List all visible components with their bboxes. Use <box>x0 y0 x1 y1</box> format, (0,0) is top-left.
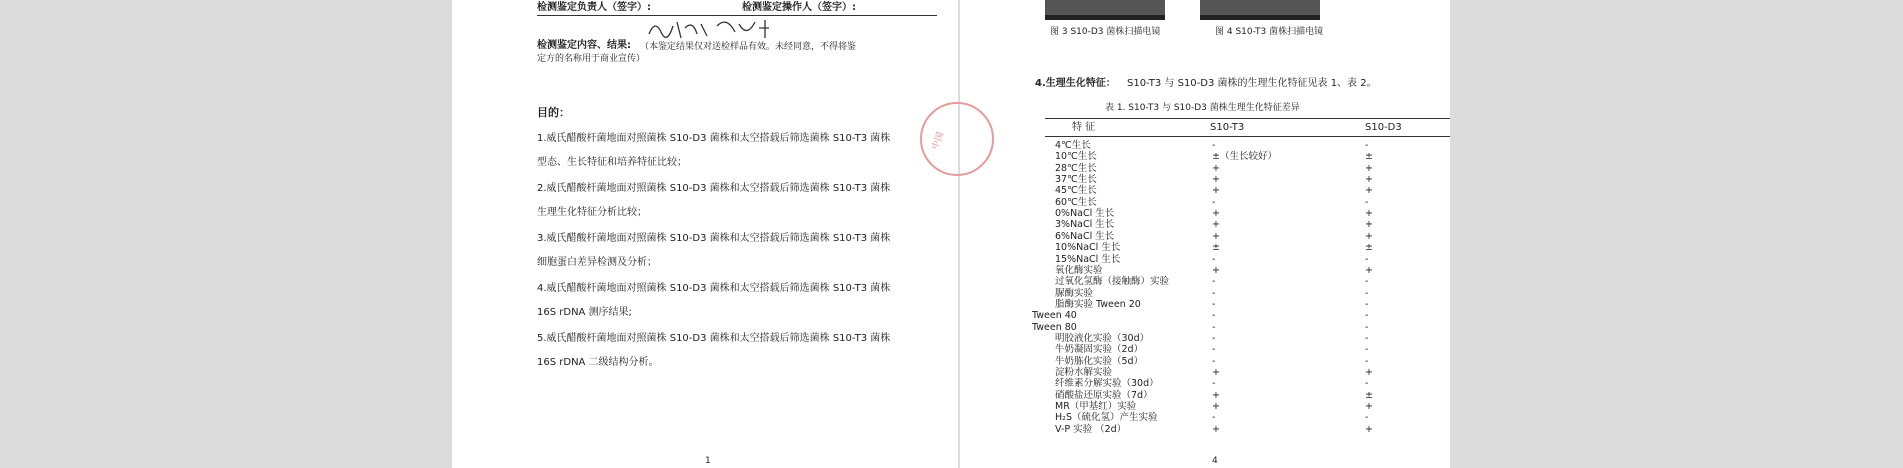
table-cell-feature: 纤维素分解实验（30d） <box>1055 378 1159 390</box>
table-cell-feature: 牛奶胨化实验（5d） <box>1055 355 1144 367</box>
official-seal-stamp: 中国 <box>920 102 994 176</box>
table-cell-s10-d3: - <box>1365 355 1369 367</box>
table-row <box>960 219 1450 230</box>
table-cell-s10-t3: + <box>1212 401 1220 413</box>
table-row <box>960 288 1450 299</box>
table-cell-s10-d3: - <box>1365 332 1369 344</box>
figure-3-caption: 图 3 S10-D3 菌株扫描电镜 <box>1050 27 1161 37</box>
table-row <box>960 333 1450 344</box>
table-cell-feature: 6%NaCl 生长 <box>1055 230 1115 242</box>
table-cell-s10-t3: - <box>1212 321 1216 333</box>
table-cell-s10-t3: + <box>1212 162 1220 174</box>
table-cell-s10-d3: - <box>1365 344 1369 356</box>
table-cell-feature: 氧化酶实验 <box>1055 264 1103 276</box>
table-cell-s10-d3: + <box>1365 185 1373 197</box>
table-cell-feature: H₂S（硫化氢）产生实验 <box>1055 412 1158 424</box>
table-cell-s10-t3: - <box>1212 276 1216 288</box>
table-cell-s10-t3: - <box>1212 412 1216 424</box>
table-cell-s10-t3: - <box>1212 332 1216 344</box>
table-header-feature: 特 征 <box>1072 122 1096 133</box>
table-cell-s10-d3: - <box>1365 310 1369 322</box>
table-cell-s10-d3: - <box>1365 321 1369 333</box>
table-row <box>960 197 1450 208</box>
table-row <box>960 356 1450 367</box>
purpose-item-5-line-2: 16S rDNA 二级结构分析。 <box>537 357 659 368</box>
left-margin <box>0 0 452 468</box>
table-cell-s10-d3: + <box>1365 230 1373 242</box>
table-row <box>960 322 1450 333</box>
purpose-item-1-line-2: 型态、生长特征和培养特征比较； <box>537 157 687 168</box>
table-cell-s10-t3: + <box>1212 389 1220 401</box>
operator-signature-label: 检测鉴定操作人（签字）: <box>742 2 856 13</box>
table-cell-feature: Tween 40 <box>1032 310 1077 322</box>
table-cell-s10-d3: - <box>1365 298 1369 310</box>
table-row <box>960 140 1450 151</box>
purpose-item-5-line-1: 5.威氏醋酸杆菌地面对照菌株 S10-D3 菌株和太空搭载后筛选菌株 S10-T3 菌株 <box>537 333 891 344</box>
table-cell-feature: 脲酶实验 <box>1055 287 1094 299</box>
table-cell-feature: 淀粉水解实验 <box>1055 367 1113 378</box>
table-cell-s10-d3: + <box>1365 219 1373 231</box>
disclaimer-line-1: （本鉴定结果仅对送检样品有效。未经同意，不得将鉴 <box>640 42 857 52</box>
table-cell-s10-t3: - <box>1212 140 1216 151</box>
table-row <box>960 174 1450 185</box>
table-cell-s10-d3: + <box>1365 401 1373 413</box>
table-cell-s10-t3: ± <box>1212 242 1220 254</box>
section-4-label: 4.生理生化特征： <box>1035 78 1116 89</box>
table-cell-s10-t3: + <box>1212 219 1220 231</box>
sem-image-s10-t3 <box>1200 0 1320 20</box>
sem-image-s10-d3 <box>1045 0 1165 20</box>
table-cell-s10-d3: - <box>1365 412 1369 424</box>
table-cell-s10-t3: - <box>1212 298 1216 310</box>
table-cell-s10-t3: + <box>1212 174 1220 186</box>
document-page-4 <box>930 0 1450 468</box>
table-cell-s10-t3: + <box>1212 208 1220 220</box>
table-row <box>960 344 1450 355</box>
table-row <box>960 242 1450 253</box>
table-cell-s10-d3: + <box>1365 208 1373 220</box>
table-cell-s10-t3: + <box>1212 264 1220 276</box>
table-row <box>960 367 1450 378</box>
table-cell-feature: 15%NaCl 生长 <box>1055 253 1121 265</box>
responsible-signature-label: 检测鉴定负责人（签字）: <box>537 2 651 13</box>
table-cell-s10-d3: + <box>1365 162 1373 174</box>
table-cell-feature: Tween 80 <box>1032 321 1077 333</box>
table-cell-feature: 明胶液化实验（30d） <box>1055 332 1150 344</box>
right-margin <box>1450 0 1903 468</box>
page-number-left: 1 <box>705 456 711 466</box>
table-cell-feature: 37℃生长 <box>1055 174 1097 186</box>
table-header-s10-t3: S10-T3 <box>1210 122 1245 133</box>
table-cell-s10-t3: - <box>1212 196 1216 208</box>
table-cell-s10-d3: + <box>1365 174 1373 186</box>
table-cell-feature: 3%NaCl 生长 <box>1055 219 1115 231</box>
table-row <box>960 401 1450 412</box>
table-row <box>960 231 1450 242</box>
table-cell-s10-d3: ± <box>1365 242 1373 254</box>
table-cell-s10-t3: + <box>1212 185 1220 197</box>
purpose-item-3-line-2: 细胞蛋白差异检测及分析； <box>537 257 657 268</box>
table-cell-s10-d3: - <box>1365 140 1369 151</box>
table-row <box>960 208 1450 219</box>
table-row <box>960 163 1450 174</box>
table-header-rule <box>1045 136 1450 137</box>
table-row <box>960 254 1450 265</box>
table-cell-feature: 28℃生长 <box>1055 162 1097 174</box>
table-row <box>960 310 1450 321</box>
table-cell-s10-t3: - <box>1212 287 1216 299</box>
table-row <box>960 299 1450 310</box>
table-cell-s10-d3: + <box>1365 264 1373 276</box>
table-cell-s10-t3: - <box>1212 355 1216 367</box>
table-cell-s10-t3: + <box>1212 367 1220 378</box>
section-4-text: S10-T3 与 S10-D3 菌株的生理生化特征见表 1、表 2。 <box>1127 78 1377 89</box>
table-top-rule <box>1045 118 1450 119</box>
page-number-right: 4 <box>1212 456 1218 466</box>
table-row <box>960 412 1450 423</box>
table-cell-feature: 4℃生长 <box>1055 140 1091 151</box>
table-row <box>960 265 1450 276</box>
purpose-item-4-line-2: 16S rDNA 测序结果; <box>537 307 632 318</box>
table-cell-feature: 0%NaCl 生长 <box>1055 208 1115 220</box>
table-cell-s10-t3: - <box>1212 378 1216 390</box>
table-cell-feature: 脂酶实验 Tween 20 <box>1055 298 1141 310</box>
section-content-label: 检测鉴定内容、结果: <box>537 40 631 51</box>
table-row <box>960 151 1450 162</box>
purpose-item-4-line-1: 4.威氏醋酸杆菌地面对照菌株 S10-D3 菌株和太空搭载后筛选菌株 S10-T3 菌株 <box>537 283 891 294</box>
document-page-1 <box>452 0 958 468</box>
table-1-caption: 表 1. S10-T3 与 S10-D3 菌株生理生化特征差异 <box>1105 103 1300 113</box>
table-row <box>960 378 1450 389</box>
table-cell-s10-d3: ± <box>1365 389 1373 401</box>
table-cell-s10-d3: - <box>1365 378 1369 390</box>
table-cell-s10-t3: - <box>1212 344 1216 356</box>
table-cell-feature: V-P 实验 （2d） <box>1055 423 1127 435</box>
table-cell-feature: 60℃生长 <box>1055 196 1097 208</box>
table-row <box>960 276 1450 287</box>
table-cell-s10-d3: - <box>1365 253 1369 265</box>
purpose-item-1-line-1: 1.威氏醋酸杆菌地面对照菌株 S10-D3 菌株和太空搭载后筛选菌株 S10-T3 菌株 <box>537 133 891 144</box>
table-header-s10-d3: S10-D3 <box>1365 122 1402 133</box>
table-cell-s10-t3: - <box>1212 310 1216 322</box>
table-cell-feature: 10%NaCl 生长 <box>1055 242 1121 254</box>
table-cell-s10-t3: + <box>1212 423 1220 435</box>
table-cell-s10-t3: + <box>1212 230 1220 242</box>
table-row <box>960 424 1450 435</box>
table-cell-s10-t3: - <box>1212 253 1216 265</box>
handwritten-signature <box>647 14 797 44</box>
purpose-item-2-line-1: 2.威氏醋酸杆菌地面对照菌株 S10-D3 菌株和太空搭载后筛选菌株 S10-T3 菌株 <box>537 183 891 194</box>
table-cell-feature: MR（甲基红）实验 <box>1055 401 1137 413</box>
table-cell-feature: 10℃生长 <box>1055 151 1097 163</box>
figure-4-caption: 图 4 S10-T3 菌株扫描电镜 <box>1215 27 1324 37</box>
purpose-title: 目的： <box>537 106 570 119</box>
disclaimer-line-2: 定方的名称用于商业宣传） <box>537 54 646 64</box>
table-row <box>960 390 1450 401</box>
table-cell-s10-d3: ± <box>1365 151 1373 163</box>
purpose-item-2-line-2: 生理生化特征分析比较； <box>537 207 647 218</box>
purpose-item-3-line-1: 3.威氏醋酸杆菌地面对照菌株 S10-D3 菌株和太空搭载后筛选菌株 S10-T3 菌株 <box>537 233 891 244</box>
table-cell-s10-t3: ±（生长较好） <box>1212 151 1277 163</box>
table-cell-s10-d3: + <box>1365 423 1373 435</box>
table-cell-s10-d3: + <box>1365 367 1373 378</box>
table-row <box>960 185 1450 196</box>
table-cell-s10-d3: - <box>1365 287 1369 299</box>
table-cell-feature: 硝酸盐还原实验（7d） <box>1055 389 1153 401</box>
table-cell-feature: 牛奶凝固实验（2d） <box>1055 344 1144 356</box>
table-cell-feature: 45℃生长 <box>1055 185 1097 197</box>
table-cell-feature: 过氧化氢酶（接触酶）实验 <box>1055 276 1170 288</box>
table-cell-s10-d3: - <box>1365 276 1369 288</box>
table-cell-s10-d3: - <box>1365 196 1369 208</box>
